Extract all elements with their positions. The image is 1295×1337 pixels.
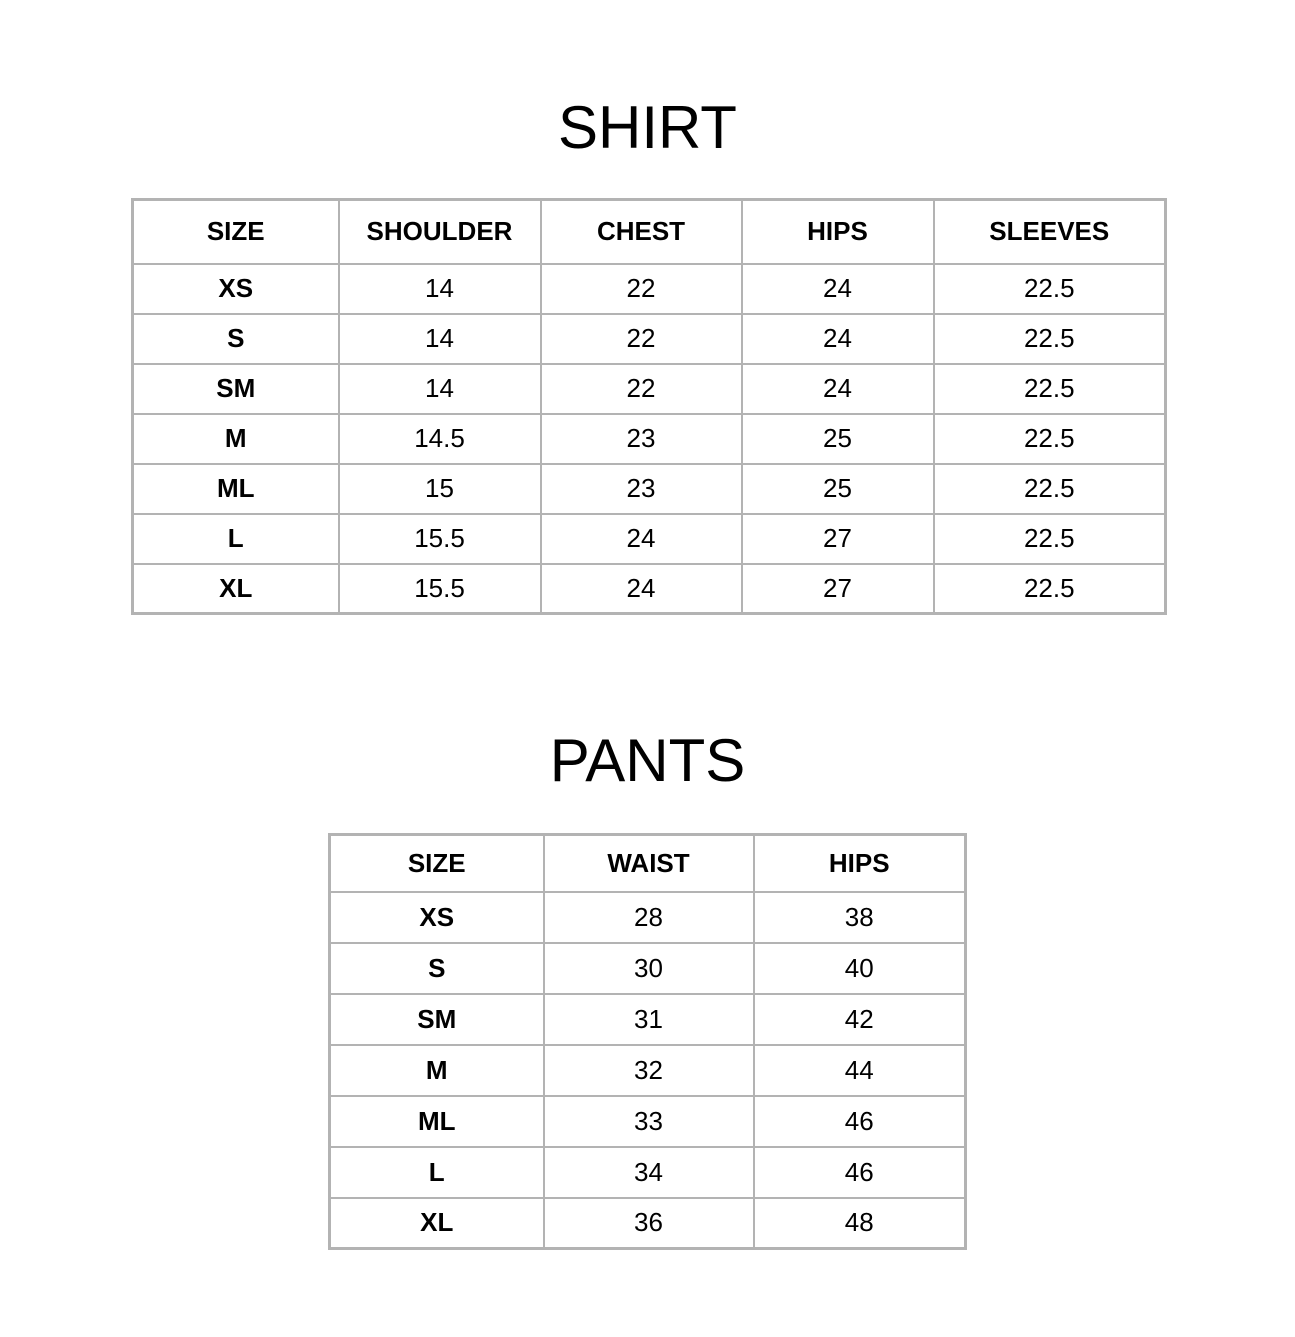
table-header-row [133, 200, 1166, 264]
shoulder-cell: 14 [339, 364, 541, 414]
table-row [330, 1096, 966, 1147]
column-header: SLEEVES [934, 200, 1166, 264]
table-row [133, 414, 1166, 464]
hips-cell: 24 [742, 314, 934, 364]
column-header: WAIST [544, 835, 754, 892]
column-header: HIPS [754, 835, 966, 892]
table-row [330, 1045, 966, 1096]
sleeves-cell: 22.5 [934, 414, 1166, 464]
sleeves-cell: 22.5 [934, 564, 1166, 614]
size-cell: SM [330, 994, 544, 1045]
sleeves-cell: 22.5 [934, 364, 1166, 414]
pants-title: PANTS [549, 727, 746, 794]
table-row [330, 1147, 966, 1198]
shoulder-cell: 15.5 [339, 564, 541, 614]
sleeves-cell: 22.5 [934, 314, 1166, 364]
size-cell: XL [133, 564, 339, 614]
size-cell: L [330, 1147, 544, 1198]
column-header: SIZE [133, 200, 339, 264]
chest-cell: 22 [541, 364, 742, 414]
table-row [330, 943, 966, 994]
hips-cell: 42 [754, 994, 966, 1045]
size-cell: M [330, 1045, 544, 1096]
sleeves-cell: 22.5 [934, 514, 1166, 564]
hips-cell: 44 [754, 1045, 966, 1096]
table-row [133, 464, 1166, 514]
size-cell: S [330, 943, 544, 994]
hips-cell: 46 [754, 1147, 966, 1198]
chest-cell: 23 [541, 464, 742, 514]
waist-cell: 28 [544, 892, 754, 943]
hips-cell: 38 [754, 892, 966, 943]
hips-cell: 24 [742, 264, 934, 314]
hips-cell: 24 [742, 364, 934, 414]
sleeves-cell: 22.5 [934, 264, 1166, 314]
column-header: CHEST [541, 200, 742, 264]
size-cell: M [133, 414, 339, 464]
hips-cell: 48 [754, 1198, 966, 1249]
shoulder-cell: 14 [339, 314, 541, 364]
size-cell: SM [133, 364, 339, 414]
waist-cell: 36 [544, 1198, 754, 1249]
table-row [133, 314, 1166, 364]
chest-cell: 23 [541, 414, 742, 464]
column-header: HIPS [742, 200, 934, 264]
size-cell: ML [133, 464, 339, 514]
hips-cell: 40 [754, 943, 966, 994]
table-row [330, 994, 966, 1045]
table-row [133, 264, 1166, 314]
size-cell: XL [330, 1198, 544, 1249]
table-row [133, 364, 1166, 414]
size-cell: XS [133, 264, 339, 314]
table-header-row [330, 835, 966, 892]
table-row [330, 1198, 966, 1249]
shoulder-cell: 15 [339, 464, 541, 514]
size-cell: L [133, 514, 339, 564]
shoulder-cell: 14.5 [339, 414, 541, 464]
shirt-title: SHIRT [558, 94, 737, 161]
shirt-size-table [131, 198, 1167, 615]
size-cell: S [133, 314, 339, 364]
column-header: SIZE [330, 835, 544, 892]
hips-cell: 27 [742, 564, 934, 614]
chest-cell: 22 [541, 264, 742, 314]
hips-cell: 46 [754, 1096, 966, 1147]
chest-cell: 24 [541, 514, 742, 564]
waist-cell: 34 [544, 1147, 754, 1198]
size-cell: XS [330, 892, 544, 943]
pants-size-table [328, 833, 967, 1250]
shoulder-cell: 15.5 [339, 514, 541, 564]
waist-cell: 32 [544, 1045, 754, 1096]
waist-cell: 33 [544, 1096, 754, 1147]
table-row [133, 514, 1166, 564]
hips-cell: 25 [742, 414, 934, 464]
shoulder-cell: 14 [339, 264, 541, 314]
table-row [133, 564, 1166, 614]
hips-cell: 27 [742, 514, 934, 564]
column-header: SHOULDER [339, 200, 541, 264]
chest-cell: 22 [541, 314, 742, 364]
chest-cell: 24 [541, 564, 742, 614]
sleeves-cell: 22.5 [934, 464, 1166, 514]
waist-cell: 31 [544, 994, 754, 1045]
hips-cell: 25 [742, 464, 934, 514]
waist-cell: 30 [544, 943, 754, 994]
size-cell: ML [330, 1096, 544, 1147]
table-row [330, 892, 966, 943]
